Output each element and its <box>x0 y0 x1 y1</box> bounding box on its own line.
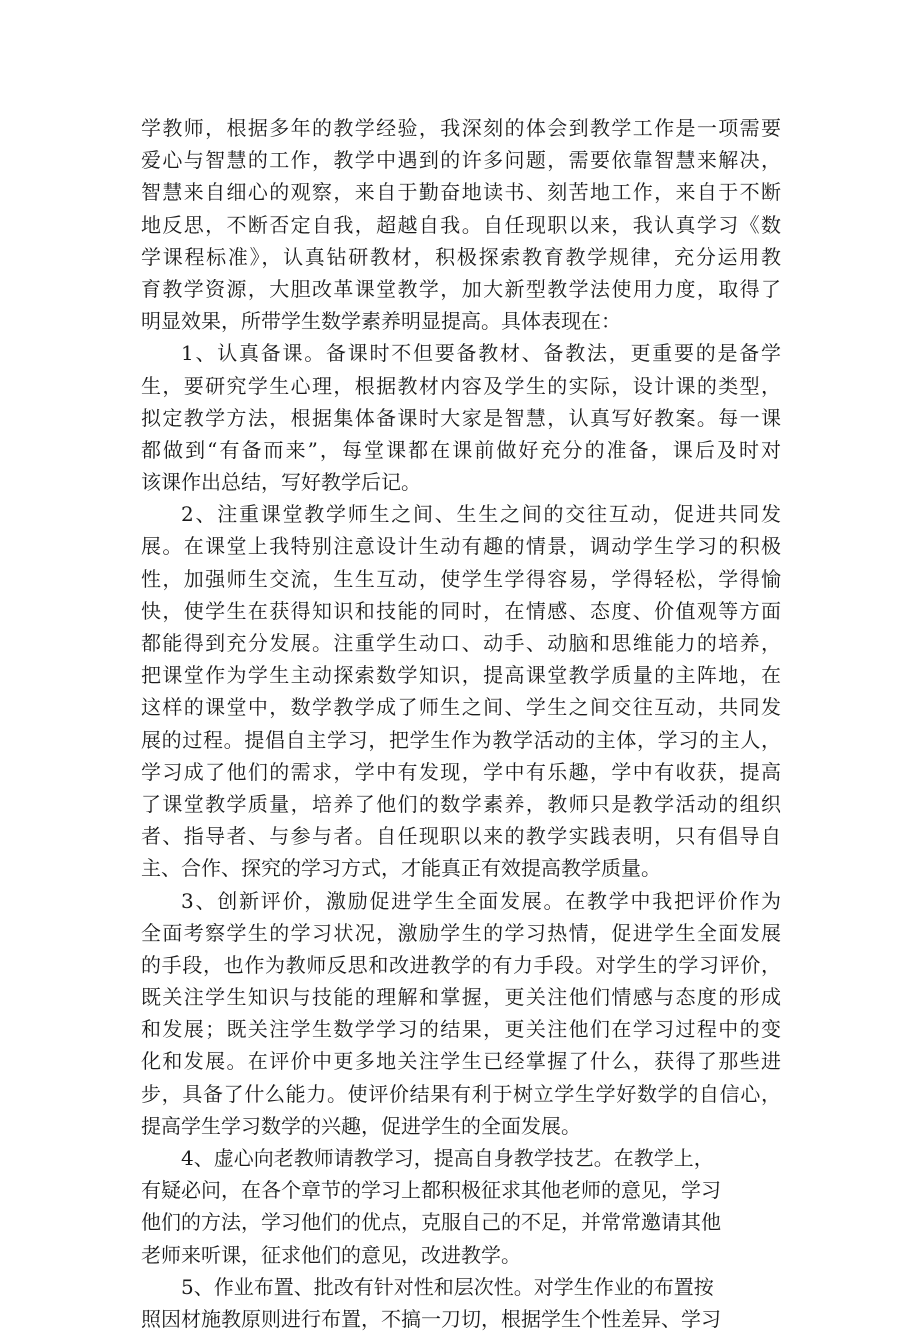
text-line: 步，具备了什么能力。使评价结果有利于树立学生学好数学的自信心， <box>141 1081 781 1106</box>
text-line: 拟定教学方法，根据集体备课时大家是智慧，认真写好教案。每一课 <box>141 405 781 430</box>
text-line: 智慧来自细心的观察，来自于勤奋地读书、刻苦地工作，来自于不断 <box>141 180 781 205</box>
text-line: 地反思，不断否定自我，超越自我。自任现职以来，我认真学习《数 <box>141 212 781 237</box>
text-line: 4、虚心向老教师请教学习，提高自身教学技艺。在教学上， <box>181 1146 714 1170</box>
text-line: 主、合作、探究的学习方式，才能真正有效提高教学质量。 <box>141 856 661 881</box>
text-line: 化和发展。在评价中更多地关注学生已经掌握了什么，获得了那些进 <box>141 1049 781 1074</box>
text-line: 性，加强师生交流，生生互动，使学生学得容易，学得轻松，学得愉 <box>141 566 781 591</box>
text-line: 学教师，根据多年的教学经验，我深刻的体会到教学工作是一项需要 <box>141 116 781 140</box>
text-line: 这样的课堂中，数学教学成了师生之间、学生之间交往互动，共同发 <box>141 695 781 720</box>
text-line: 该课作出总结，写好教学后记。 <box>141 470 421 495</box>
text-line: 全面考察学生的学习状况，激励学生的学习热情，促进学生全面发展 <box>141 920 781 945</box>
text-line: 展的过程。提倡自主学习，把学生作为教学活动的主体，学习的主人， <box>141 727 781 752</box>
text-line: 1、认真备课。备课时不但要备教材、备教法，更重要的是备学 <box>181 341 781 366</box>
text-line: 展。在课堂上我特别注意设计生动有趣的情景，调动学生学习的积极 <box>141 534 781 559</box>
text-line: 育教学资源，大胆改革课堂教学，加大新型教学法使用力度，取得了 <box>141 276 781 301</box>
text-line: 的手段，也作为教师反思和改进教学的有力手段。对学生的学习评价， <box>141 952 781 977</box>
text-line: 都做到“有备而来”，每堂课都在课前做好充分的准备，课后及时对 <box>141 437 781 462</box>
text-line: 老师来听课，征求他们的意见，改进教学。 <box>141 1242 521 1267</box>
text-line: 3、创新评价，激励促进学生全面发展。在教学中我把评价作为 <box>181 888 781 913</box>
text-line: 既关注学生知识与技能的理解和掌握，更关注他们情感与态度的形成 <box>141 985 781 1010</box>
text-line: 照因材施教原则进行布置，不搞一刀切，根据学生个性差异、学习 <box>141 1306 721 1331</box>
text-line: 学习成了他们的需求，学中有发现，学中有乐趣，学中有收获，提高 <box>141 759 781 784</box>
text-line: 学课程标准》，认真钻研教材，积极探索教育教学规律，充分运用教 <box>141 244 781 269</box>
text-line: 有疑必问，在各个章节的学习上都积极征求其他老师的意见，学习 <box>141 1178 721 1203</box>
text-line: 5、作业布置、批改有针对性和层次性。对学生作业的布置按 <box>181 1274 714 1299</box>
text-line: 爱心与智慧的工作，教学中遇到的许多问题，需要依靠智慧来解决， <box>141 148 781 173</box>
text-line: 他们的方法，学习他们的优点，克服自己的不足，并常常邀请其他 <box>141 1210 721 1235</box>
text-line: 把课堂作为学生主动探索数学知识，提高课堂教学质量的主阵地，在 <box>141 663 781 688</box>
text-line: 都能得到充分发展。注重学生动口、动手、动脑和思维能力的培养， <box>141 631 781 655</box>
text-line: 了课堂教学质量，培养了他们的数学素养，教师只是教学活动的组织 <box>141 791 781 816</box>
text-line: 者、指导者、与参与者。自任现职以来的教学实践表明，只有倡导自 <box>141 824 781 849</box>
text-line: 2、注重课堂教学师生之间、生生之间的交往互动，促进共同发 <box>181 502 781 527</box>
text-line: 生，要研究学生心理，根据教材内容及学生的实际，设计课的类型， <box>141 373 781 398</box>
text-line: 和发展；既关注学生数学学习的结果，更关注他们在学习过程中的变 <box>141 1017 781 1042</box>
text-line: 明显效果，所带学生数学素养明显提高。具体表现在： <box>141 309 621 334</box>
document-body <box>141 112 781 1335</box>
text-line: 提高学生学习数学的兴趣，促进学生的全面发展。 <box>141 1113 581 1138</box>
text-line: 快，使学生在获得知识和技能的同时，在情感、态度、价值观等方面 <box>141 598 781 623</box>
